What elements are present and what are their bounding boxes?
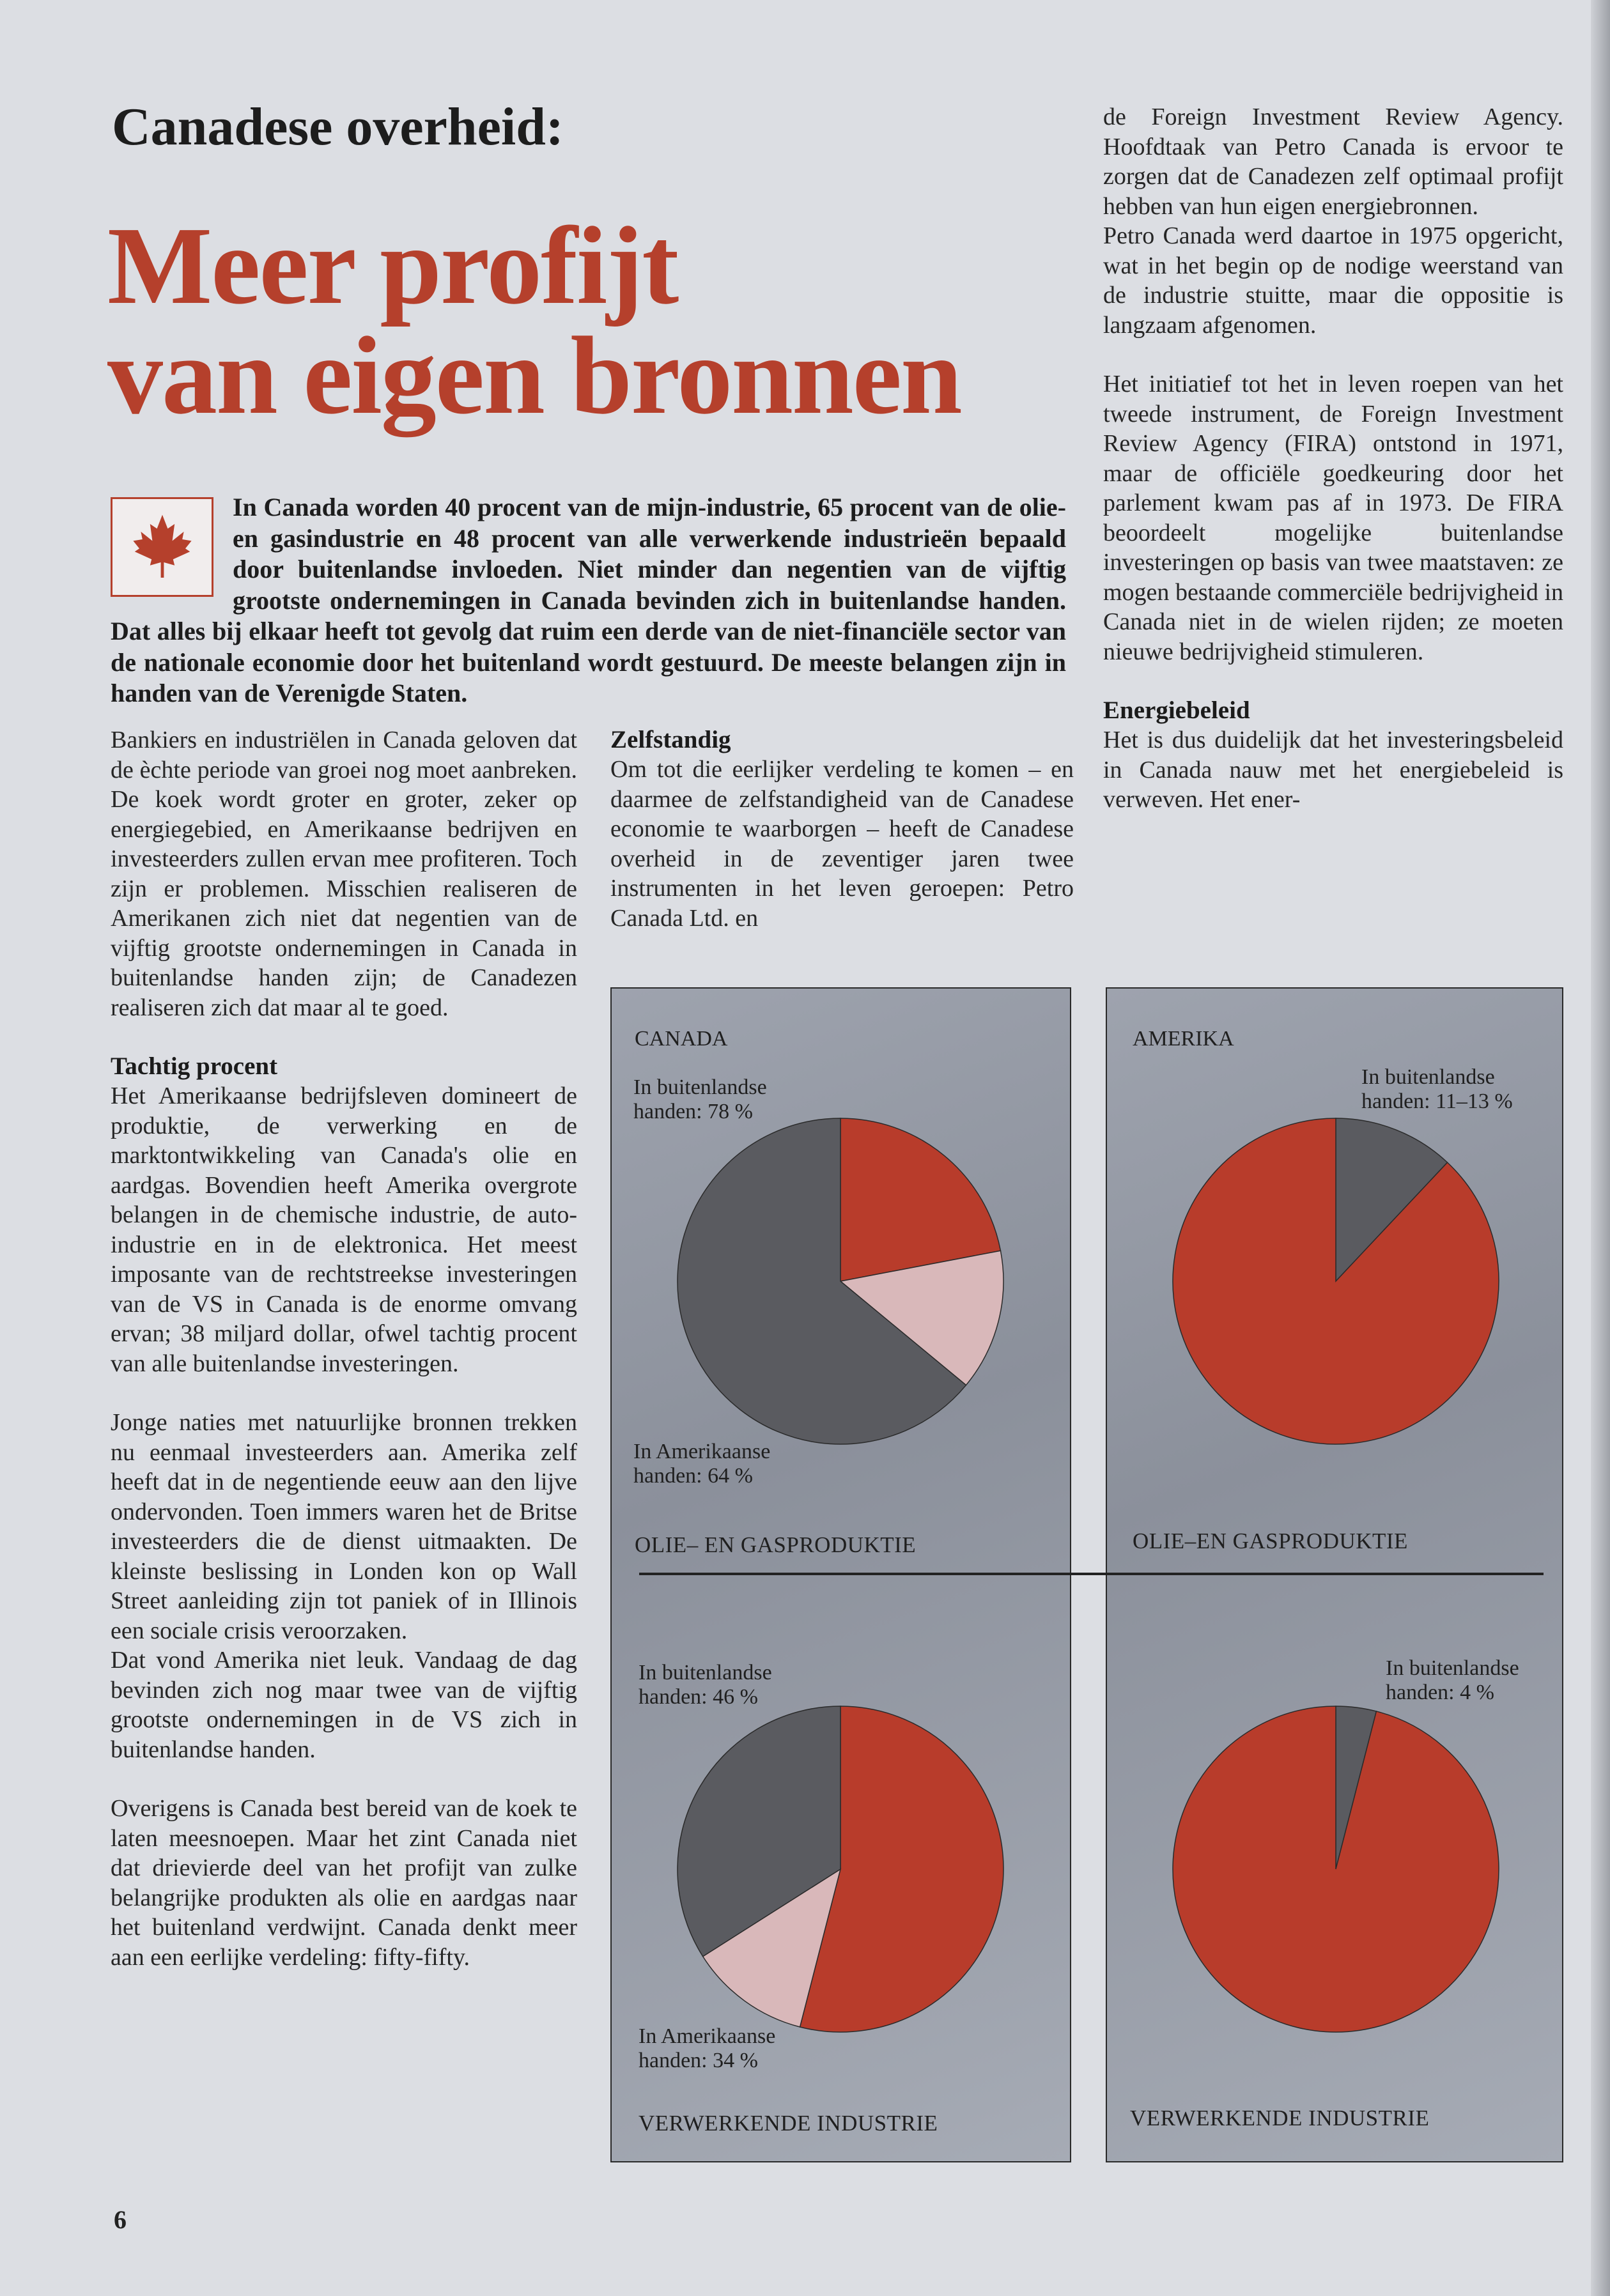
caption-verwerkende-left: VERWERKENDE INDUSTRIE	[639, 2111, 938, 2136]
column-2	[610, 725, 1074, 962]
caption-verwerkende-right: VERWERKENDE INDUSTRIE	[1130, 2106, 1430, 2130]
label-ca-olie-amerikaans: In Amerikaanse handen: 64 %	[633, 1440, 771, 1488]
figure-divider	[639, 1573, 1544, 1575]
paragraph: Jonge naties met natuurlijke bronnen trekken nu eenmaal investeerders aan. Amerika zelf heeft dat in de negentiende eeuw aan den lijve ondervonden. Toen immers waren het de Britse investeerders die de dienst uitmaakten. De kleinste beslissing in Londen kon op Wall Street aanleiding zijn tot paniek of in Illinois een sociale crisis veroorzaken.	[111, 1409, 577, 1644]
paragraph: de Foreign Investment Review Agency. Hoofdtaak van Petro Canada is ervoor te zorgen dat de Canadezen zelf optimaal profijt hebben van hun eigen energiebronnen.	[1103, 104, 1563, 220]
paragraph: Petro Canada werd daartoe in 1975 opgericht, wat in het begin op de nodige weerstand van de industrie stuitte, maar die oppositie is langzaam afgenomen.	[1103, 222, 1563, 339]
paragraph: Het is dus duidelijk dat het investeringsbeleid in Canada nauw met het energiebeleid is verweven. Het ener-	[1103, 727, 1563, 813]
paragraph: Overigens is Canada best bereid van de koek te laten meesnoepen. Maar het zint Canada niet dat drievierde deel van het profijt van zulke belangrijke produkten als olie en aardgas naar het buitenland verdwijnt. Canada denkt meer aan een eerlijke verdeling: fifty-fifty.	[111, 1795, 577, 1971]
subheading: Tachtig procent	[111, 1052, 278, 1080]
kicker: Canadese overheid:	[112, 97, 564, 157]
label-amerika: AMERIKA	[1133, 1027, 1234, 1051]
pie-slice-1	[1173, 1118, 1499, 1444]
paragraph: Dat vond Amerika niet leuk. Vandaag de dag bevinden zich nog maar twee van de vijftig grootste ondernemingen in de VS zich in buitenlandse handen.	[111, 1647, 577, 1763]
subheading: Zelfstandig	[610, 726, 731, 753]
page-number: 6	[114, 2205, 127, 2234]
paragraph: Het initiatief tot het in leven roepen van het tweede instrument, de Foreign Investment Review Agency (FIRA) ontstond in 1971, maar de officiële goedkeuring door het parlement kwam pas af in 1973. De FIRA beoordeelt mogelijke buitenlandse investeringen op basis van twee maatstaven: ze mogen bestaande commerciële bedrijvigheid in Canada niet in de wielen rijden; ze moeten nieuwe bedrijvigheid stimuleren.	[1103, 371, 1563, 665]
pie-amerika-verwerkend	[1166, 1700, 1505, 2038]
paragraph: Het Amerikaanse bedrijfsleven domineert de produktie, de verwerking en de marktontwikkeling van Canada's olie en aardgas. Bovendien heeft Amerika overgrote belangen in de chemische industrie, de auto-industrie en in de elektronica. Het meest imposante van de rechtstreekse investeringen van de VS in Canada is de enorme omvang ervan; 38 miljard dollar, ofwel tachtig procent van alle buitenlandse investeringen.	[111, 1083, 577, 1377]
intro-text: In Canada worden 40 procent van de mijn-industrie, 65 procent van de olie- en gasindustrie en 48 procent van alle verwerkende industrieën bepaald door buitenlandse invloeden. Niet minder dan negentien van de vijftig grootste ondernemingen in Canada bevinden zich in buitenlandse handen. Dat alles bij elkaar heeft tot gevolg dat ruim een derde van de niet-financiële sector van de nationale economie door het buitenland wordt gestuurd. De meeste belangen zijn in handen van de Verenigde Staten.	[111, 493, 1066, 707]
label-canada: CANADA	[635, 1027, 728, 1051]
caption-olie-right: OLIE–EN GASPRODUKTIE	[1133, 1529, 1408, 1553]
label-ca-verw-buitenlands: In buitenlandse handen: 46 %	[639, 1661, 772, 1709]
label-ca-verw-amerikaans: In Amerikaanse handen: 34 %	[639, 2024, 776, 2072]
pie-slice-1	[1173, 1706, 1499, 2032]
label-ca-olie-buitenlands: In buitenlandse handen: 78 %	[633, 1075, 767, 1123]
headline-line-2: van eigen bronnen	[107, 314, 961, 437]
headline	[107, 204, 970, 437]
label-us-olie-buitenlands: In buitenlandse handen: 11–13 %	[1361, 1065, 1513, 1113]
page-edge-shadow	[1591, 0, 1610, 2296]
pie-canada-verwerkend	[671, 1700, 1010, 2038]
paragraph: Bankiers en industriëlen in Canada geloven dat de èchte periode van groei nog moet aanbreken. De koek wordt groter en groter, zeker op energiegebied, en Amerikaanse bedrijven en investeerders zullen ervan mee profiteren. Toch zijn er problemen. Misschien realiseren de Amerikanen zich niet dat negentien van de vijftig grootste ondernemingen in Canada in buitenlandse handen zijn; de Canadezen realiseren zich dat maar al te goed.	[111, 727, 577, 1021]
pie-amerika-olie	[1166, 1112, 1505, 1451]
column-3	[1103, 102, 1563, 844]
caption-olie-left: OLIE– EN GASPRODUKTIE	[635, 1532, 917, 1557]
column-1	[111, 725, 577, 2001]
intro-paragraph	[111, 492, 1066, 709]
maple-leaf-icon	[111, 497, 213, 597]
headline-line-1: Meer profijt	[107, 204, 678, 327]
label-us-verw-buitenlands: In buitenlandse handen: 4 %	[1386, 1656, 1519, 1704]
paragraph: Om tot die eerlijker verdeling te komen – en daarmee de zelfstandigheid van de Canadese economie te waarborgen – heeft de Canadese overheid in de zeventiger jaren twee instrumenten in het leven geroepen: Petro Canada Ltd. en	[610, 756, 1074, 932]
pie-canada-olie	[671, 1112, 1010, 1451]
subheading: Energiebeleid	[1103, 697, 1250, 724]
